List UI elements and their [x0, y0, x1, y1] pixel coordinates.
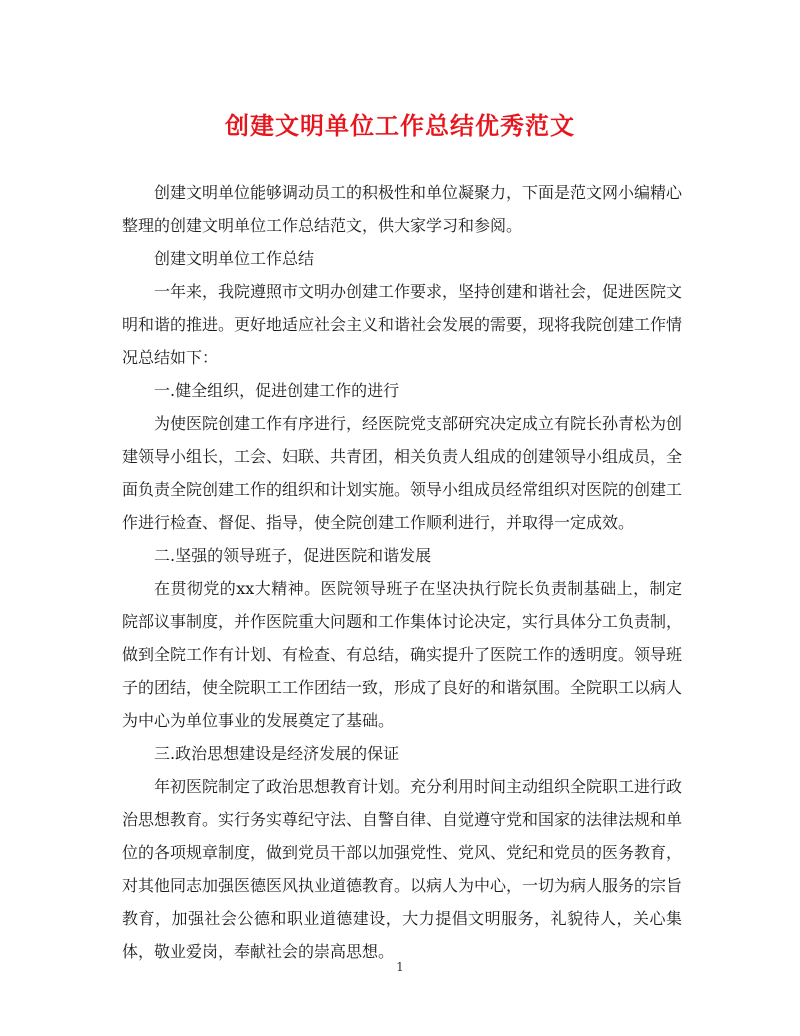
intro-paragraph: 创建文明单位能够调动员工的积极性和单位凝聚力，下面是范文网小编精心整理的创建文明单位工作总结范文，供大家学习和参阅。 — [122, 183, 683, 235]
document-body — [122, 176, 682, 968]
section-1-paragraph: 为使医院创建工作有序进行，经医院党支部研究决定成立有院长孙青松为创建领导小组长，工会、妇联、共青团，相关负责人组成的创建领导小组成员，全面负责全院创建工作的组织和计划实施。领导小组成员经常组织对医院的创建工作进行检查、督促、指导，使全院创建工作顺利进行，并取得一定成效。 — [122, 414, 683, 532]
section-3-paragraph: 年初医院制定了政治思想教育计划。充分利用时间主动组织全院职工进行政治思想教育。实行务实尊纪守法、自警自律、自觉遵守党和国家的法律法规和单位的各项规章制度，做到党员干部以加强党性、党风、党纪和党员的医务教育，对其他同志加强医德医风执业道德教育。以病人为中心，一切为病人服务的宗旨教育，加强社会公德和职业道德建设，大力提倡文明服务，礼貌待人，关心集体，敬业爱岗，奉献社会的崇高思想。 — [122, 777, 683, 961]
section-1-heading: 一.健全组织，促进创建工作的进行 — [154, 381, 400, 400]
page-number: 1 — [396, 960, 404, 974]
overview-paragraph: 一年来，我院遵照市文明办创建工作要求，坚持创建和谐社会，促进医院文明和谐的推进。更好地适应社会主义和谐社会发展的需要，现将我院创建工作情况总结如下： — [122, 282, 683, 367]
document-title: 创建文明单位工作总结优秀范文 — [225, 111, 575, 140]
section-2-heading: 二.坚强的领导班子，促进医院和谐发展 — [154, 546, 432, 565]
section-2-paragraph: 在贯彻党的xx大精神。医院领导班子在坚决执行院长负责制基础上，制定院部议事制度，并作医院重大问题和工作集体讨论决定，实行具体分工负责制，做到全院工作有计划、有检查、有总结，确实提升了医院工作的透明度。领导班子的团结，使全院职工工作团结一致，形成了良好的和谐氛围。全院职工以病人为中心为单位事业的发展奠定了基础。 — [122, 579, 683, 730]
summary-heading: 创建文明单位工作总结 — [154, 249, 315, 268]
section-3-heading: 三.政治思想建设是经济发展的保证 — [154, 744, 400, 763]
